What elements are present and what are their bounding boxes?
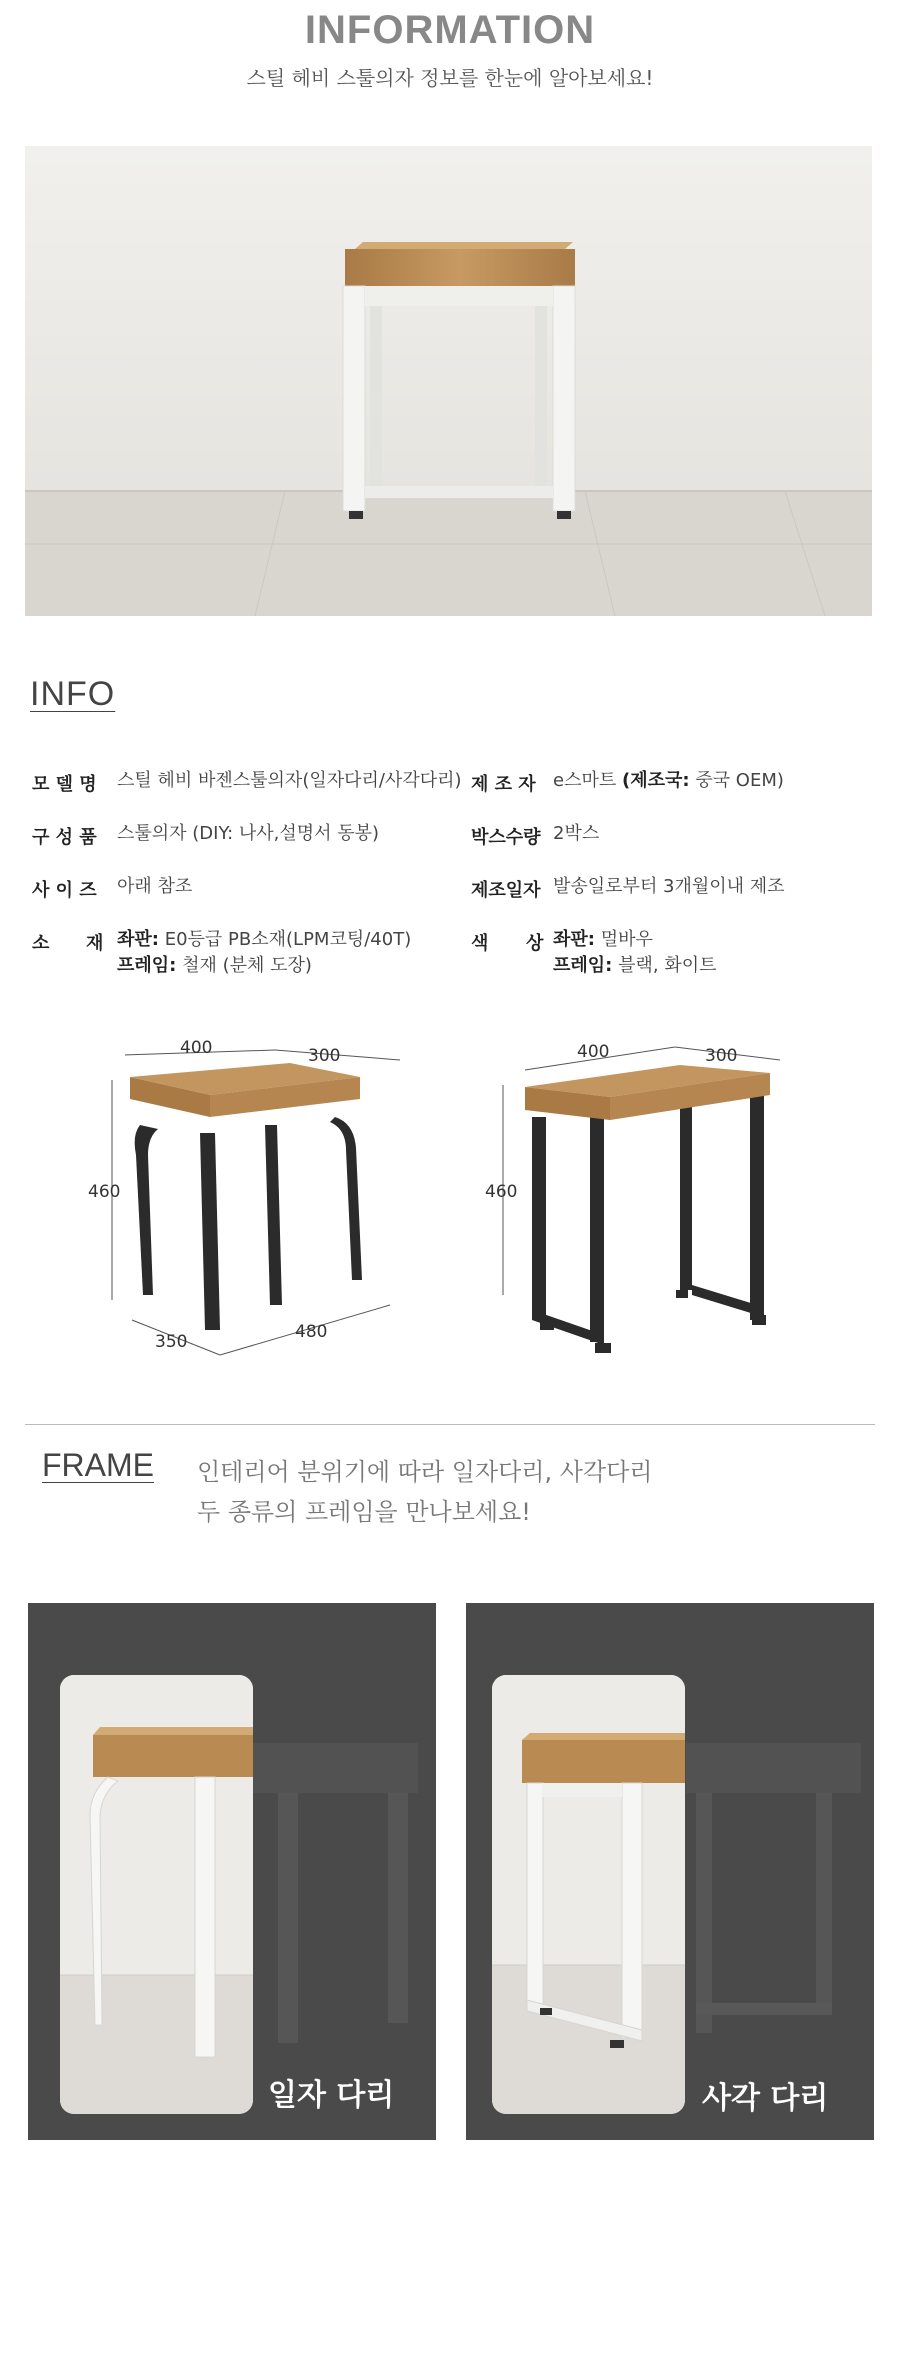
size-value: 아래 참조 — [117, 876, 193, 897]
dim-left-height: 460 — [88, 1182, 121, 1202]
material-seat-value: E0등급 PB소재(LPM코팅/40T) — [164, 929, 412, 950]
hero-product-image — [25, 146, 872, 616]
dim-right-width: 400 — [577, 1042, 610, 1062]
date-value: 발송일로부터 3개월이내 제조 — [553, 876, 785, 897]
model-label: 모 델 명 — [32, 774, 97, 795]
boxes-value: 2박스 — [553, 823, 600, 844]
frame-heading: FRAME — [42, 1447, 154, 1483]
maker-country-label: (제조국: — [621, 770, 690, 791]
color-seat-label: 좌판: — [553, 929, 595, 950]
maker-value-row — [553, 768, 784, 794]
dim-left-width: 400 — [180, 1038, 213, 1058]
dim-left-depth: 300 — [308, 1046, 341, 1066]
photo-square-legs — [492, 1675, 685, 2114]
material-label-2: 재 — [86, 933, 104, 954]
material-seat-label: 좌판: — [117, 929, 159, 950]
photo-straight-legs — [60, 1675, 253, 2114]
color-label-1: 색 — [471, 933, 489, 954]
dimension-drawing-straight — [60, 1025, 420, 1375]
maker-value: e스마트 — [553, 770, 617, 791]
boxes-label: 박스수량 — [471, 827, 541, 848]
frame-description — [197, 1452, 652, 1532]
material-frame-label: 프레임: — [117, 955, 177, 976]
material-label-1: 소 — [32, 933, 50, 954]
material-value — [117, 927, 411, 979]
dim-right-height: 460 — [485, 1182, 518, 1202]
info-heading: INFO — [30, 675, 116, 713]
components-value: 스툴의자 (DIY: 나사,설명서 동봉) — [117, 823, 380, 844]
page-title: INFORMATION — [304, 8, 596, 52]
color-frame-label: 프레임: — [553, 955, 613, 976]
maker-country-value: 중국 OEM) — [695, 770, 784, 791]
dimension-drawing-square — [480, 1025, 840, 1375]
color-seat-value: 멀바우 — [600, 929, 653, 950]
dim-left-bottom-width: 480 — [295, 1322, 328, 1342]
maker-label: 제 조 자 — [471, 774, 536, 795]
label-square-legs: 사각 다리 — [702, 2081, 829, 2116]
color-frame-value: 블랙, 화이트 — [618, 955, 717, 976]
dim-left-bottom-depth: 350 — [155, 1332, 188, 1352]
components-label: 구 성 품 — [32, 827, 97, 848]
section-divider — [25, 1424, 875, 1425]
date-label: 제조일자 — [471, 880, 541, 901]
color-value — [553, 927, 717, 979]
model-value: 스틸 헤비 바젠스툴의자(일자다리/사각다리) — [117, 770, 462, 791]
size-label: 사 이 즈 — [32, 880, 97, 901]
color-label-2: 상 — [526, 933, 544, 954]
dim-right-depth: 300 — [705, 1046, 738, 1066]
frame-desc-line-1: 인테리어 분위기에 따라 일자다리, 사각다리 — [197, 1458, 653, 1486]
frame-desc-line-2: 두 종류의 프레임을 만나보세요! — [197, 1498, 531, 1526]
page-subtitle: 스틸 헤비 스툴의자 정보를 한눈에 알아보세요! — [246, 66, 654, 90]
label-straight-legs: 일자 다리 — [268, 2078, 395, 2113]
material-frame-value: 철재 (분체 도장) — [182, 955, 312, 976]
